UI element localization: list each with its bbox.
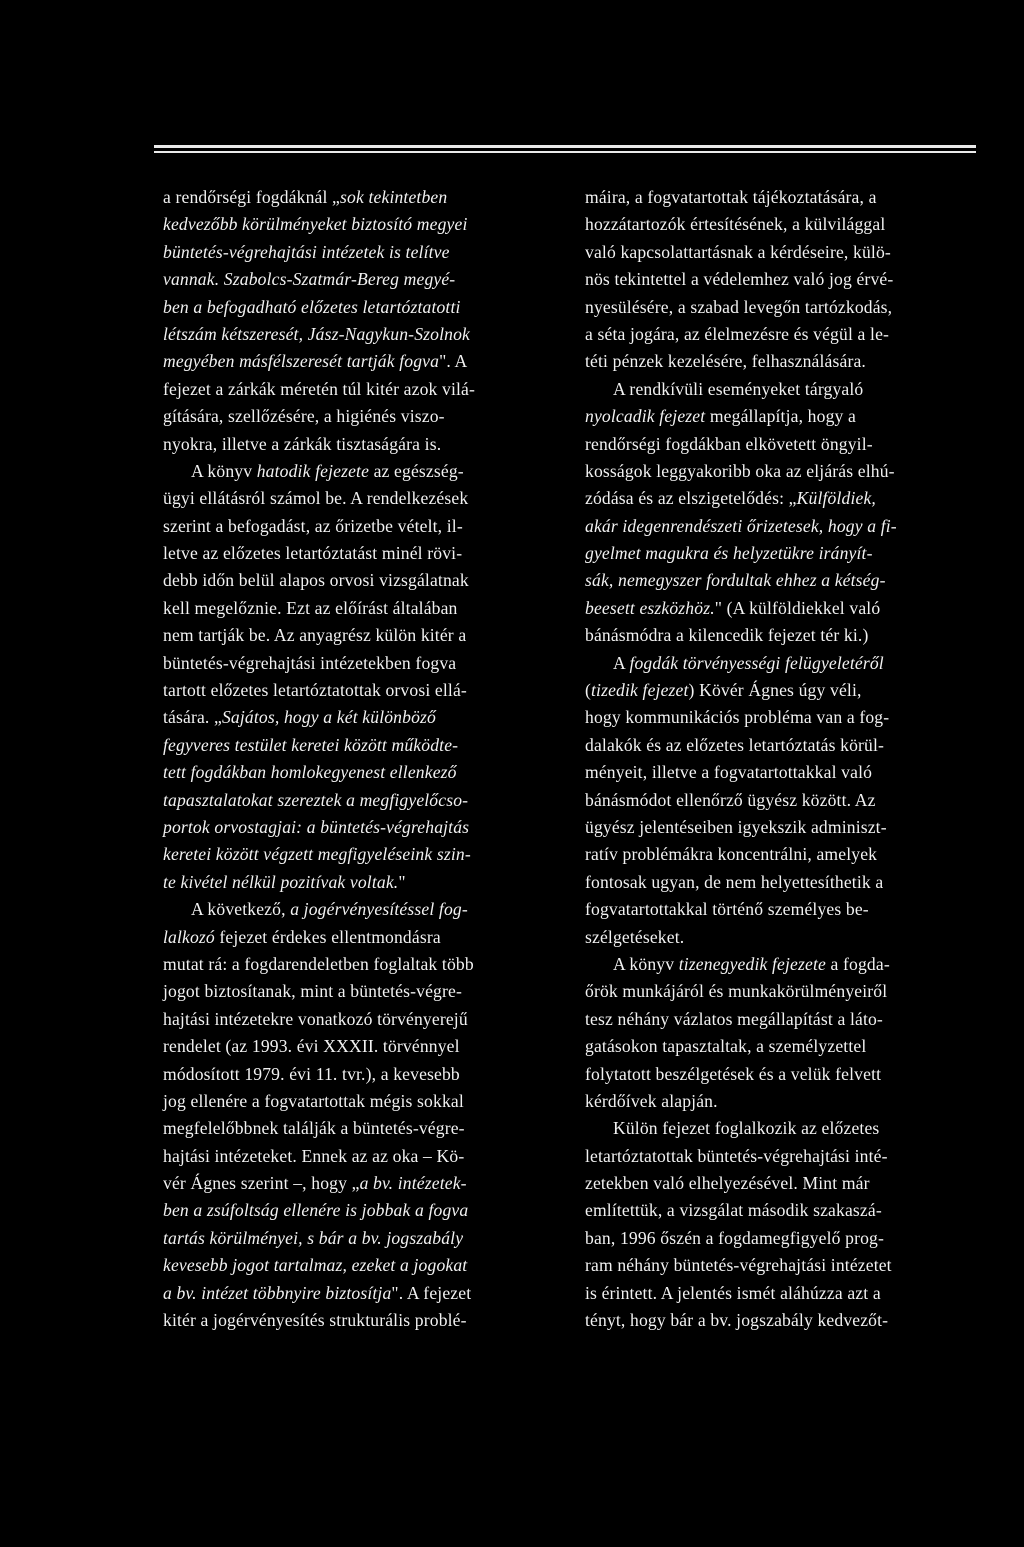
text-run: bánásmódot ellenőrző ügyész között. Az (585, 789, 876, 810)
text-run: büntetés-végrehajtási intézetekben fogva (163, 652, 457, 673)
text-run: hajtási intézetekre vonatkozó törvényerejű (163, 1008, 468, 1029)
italic-text: ben a zsúfoltság ellenére is jobbak a fogva (163, 1200, 469, 1221)
text-run: tesz néhány vázlatos megállapítást a láto- (585, 1008, 883, 1029)
text-line (585, 485, 979, 512)
text-line (585, 978, 979, 1005)
italic-text: tett fogdákban homlokegyenest ellenkező (163, 762, 457, 783)
text-line (163, 458, 549, 485)
text-run: jogot biztosítanak, mint a büntetés-végre- (163, 981, 462, 1002)
text-line (163, 924, 549, 951)
text-run: A könyv (613, 953, 679, 974)
text-line (585, 869, 979, 896)
text-line (163, 978, 549, 1005)
text-run: téti pénzek kezelésére, felhasználására. (585, 351, 866, 372)
text-line (163, 814, 549, 841)
text-line (585, 211, 979, 238)
italic-text: keretei között végzett megfigyeléseink szin- (163, 844, 471, 865)
italic-text: lalkozó (163, 926, 215, 947)
text-line (585, 595, 979, 622)
text-line (585, 567, 979, 594)
text-line (585, 896, 979, 923)
text-line (163, 184, 549, 211)
text-line (585, 650, 979, 677)
text-line (163, 1061, 549, 1088)
italic-text: büntetés-végrehajtási intézetek is telítve (163, 241, 450, 262)
text-run: hajtási intézeteket. Ennek az az oka – Kö- (163, 1145, 465, 1166)
text-line (585, 1143, 979, 1170)
italic-text: beesett eszközhöz. (585, 597, 715, 618)
text-line (585, 321, 979, 348)
text-line (585, 294, 979, 321)
text-run: rendőrségi fogdákban elkövetett öngyil- (585, 433, 873, 454)
text-run: ban, 1996 őszén a fogdamegfigyelő prog- (585, 1227, 884, 1248)
italic-text: hatodik fejezete (256, 460, 370, 481)
text-run: debb időn belül alapos orvosi vizsgálatnak (163, 570, 469, 591)
text-run: megfelelőbbnek találják a büntetés-végre- (163, 1118, 465, 1139)
italic-text: fogdák törvényességi felügyeletéről (629, 652, 884, 673)
text-run: máira, a fogvatartottak tájékoztatására, a (585, 187, 877, 207)
right-column (585, 184, 979, 1334)
text-line (163, 266, 549, 293)
text-run: kérdőívek alapján. (585, 1090, 718, 1111)
text-line (163, 1280, 549, 1307)
text-run: tására. „ (163, 707, 222, 728)
text-run: említettük, a vizsgálat második szakaszá- (585, 1200, 882, 1221)
text-line (585, 622, 979, 649)
text-run: kosságok leggyakoribb oka az eljárás elhú- (585, 460, 895, 481)
text-line (585, 814, 979, 841)
italic-text: portok orvostagjai: a büntetés-végrehajtás (163, 816, 470, 837)
text-run: ( (585, 680, 592, 701)
text-run: jog ellenére a fogvatartottak mégis sokkal (163, 1090, 464, 1111)
text-run: ügyész jelentéseiben igyekszik adminiszt- (585, 816, 887, 837)
text-run: " (398, 871, 406, 892)
text-line (585, 348, 979, 375)
text-run: A (613, 652, 630, 673)
text-run: fontosak ugyan, de nem helyettesíthetik a (585, 871, 884, 892)
italic-text: sok tekintetben (340, 187, 448, 207)
text-line (585, 403, 979, 430)
text-line (163, 321, 549, 348)
text-run: ram néhány büntetés-végrehajtási intézetet (585, 1255, 892, 1276)
text-run: zetekben való elhelyezésével. Mint már (585, 1173, 870, 1194)
text-line (163, 677, 549, 704)
text-run: kitér a jogérvényesítés strukturális problé- (163, 1310, 467, 1331)
text-run: nyokra, illetve a zárkák tisztaságára is. (163, 433, 442, 454)
text-line (585, 376, 979, 403)
italic-text: tartás körülményei, s bár a bv. jogszabály (163, 1227, 464, 1248)
text-line (585, 1088, 979, 1115)
text-run: fejezet a zárkák méretén túl kitér azok vilá- (163, 378, 476, 399)
text-run: gítására, szellőzésére, a higiénés viszo- (163, 406, 445, 427)
italic-text: nyolcadik fejezet (585, 406, 706, 427)
italic-text: akár idegenrendészeti őrizetesek, hogy a fi- (585, 515, 897, 536)
italic-text: ben a befogadható előzetes letartóztatotti (163, 296, 461, 317)
text-line (585, 431, 979, 458)
text-line (163, 431, 549, 458)
text-line (163, 759, 549, 786)
text-run: gatásokon tapasztaltak, a személyzettel (585, 1036, 867, 1057)
italic-text: kedvezőbb körülményeket biztosító megyei (163, 214, 468, 235)
text-run: ) Kövér Ágnes úgy véli, (688, 680, 862, 701)
text-run: kell megelőznie. Ezt az előírást általában (163, 597, 458, 618)
text-line (585, 1170, 979, 1197)
text-line (163, 1006, 549, 1033)
text-run: ratív problémákra koncentrálni, amelyek (585, 844, 878, 865)
text-line (585, 184, 979, 211)
text-line (585, 787, 979, 814)
text-line (163, 1115, 549, 1142)
text-run: mutat rá: a fogdarendeletben foglaltak több (163, 953, 474, 974)
text-run: dalakók és az előzetes letartóztatás körül- (585, 734, 885, 755)
text-run: ". A fejezet (391, 1282, 472, 1303)
text-run: A következő, (191, 899, 291, 920)
text-line (163, 841, 549, 868)
italic-text: Külföldiek, (796, 488, 876, 509)
text-line (585, 239, 979, 266)
top-rule-thin (154, 151, 976, 153)
text-line (585, 951, 979, 978)
text-line (585, 841, 979, 868)
italic-text: vannak. Szabolcs-Szatmár-Bereg megyé- (163, 269, 456, 290)
text-run: A könyv (191, 460, 257, 481)
text-line (163, 1307, 549, 1334)
text-line (585, 677, 979, 704)
text-run: őrök munkájáról és munkakörülményeiről (585, 981, 888, 1002)
text-line (585, 1197, 979, 1224)
text-line (163, 622, 549, 649)
text-run: az egészség- (369, 460, 464, 481)
text-run: tényt, hogy bár a bv. jogszabály kedvezőt- (585, 1310, 889, 1331)
text-line (163, 485, 549, 512)
text-line (163, 732, 549, 759)
text-line (163, 787, 549, 814)
italic-text: gyelmet magukra és helyzetükre irányít- (585, 543, 873, 564)
text-line (163, 1033, 549, 1060)
text-run: Külön fejezet foglalkozik az előzetes (613, 1118, 880, 1139)
italic-text: tapasztalatokat szereztek a megfigyelőcso- (163, 789, 469, 810)
text-run: folytatott beszélgetések és a velük felvett (585, 1063, 882, 1084)
text-line (163, 1143, 549, 1170)
text-run: vér Ágnes szerint –, hogy „ (163, 1173, 360, 1194)
text-line (585, 1115, 979, 1142)
text-run: hogy kommunikációs probléma van a fog- (585, 707, 890, 728)
text-line (163, 513, 549, 540)
text-line (585, 1006, 979, 1033)
text-line (585, 704, 979, 731)
text-line (163, 403, 549, 430)
text-line (163, 567, 549, 594)
text-line (163, 650, 549, 677)
text-run: nös tekintettel a védelemhez való jog érvé- (585, 269, 894, 290)
text-line (163, 294, 549, 321)
italic-text: sák, nemegyszer fordultak ehhez a kétség- (585, 570, 886, 591)
text-line (163, 1252, 549, 1279)
text-run: ". A (439, 351, 468, 372)
text-run: nem tartják be. Az anyagrész külön kitér a (163, 625, 467, 646)
text-line (585, 1280, 979, 1307)
text-run: zódása és az elszigetelődés: „ (585, 488, 797, 509)
text-line (585, 732, 979, 759)
text-run: " (A külföldiekkel való (714, 597, 881, 618)
text-line (163, 869, 549, 896)
text-run: megállapítja, hogy a (705, 406, 856, 427)
text-line (585, 1033, 979, 1060)
italic-text: a bv. intézetek- (359, 1173, 467, 1194)
text-line (163, 595, 549, 622)
italic-text: tizedik fejezet (591, 680, 689, 701)
text-run: tartott előzetes letartóztatottak orvosi ellá- (163, 680, 467, 701)
text-run: módosított 1979. évi 11. tvr.), a kevesebb (163, 1063, 460, 1084)
text-line (163, 239, 549, 266)
text-run: való kapcsolattartásnak a kérdéseire, külö- (585, 241, 891, 262)
italic-text: megyében másfélszeresét tartják fogva (163, 351, 440, 372)
text-line (163, 1170, 549, 1197)
text-run: fogvatartottakkal történő személyes be- (585, 899, 869, 920)
text-line (585, 1307, 979, 1334)
text-run: a fogda- (825, 953, 890, 974)
text-run: szerint a befogadást, az őrizetbe vételt, il- (163, 515, 463, 536)
italic-text: létszám kétszeresét, Jász-Nagykun-Szolnok (163, 323, 470, 344)
italic-text: te kivétel nélkül pozitívak voltak. (163, 871, 399, 892)
text-run: rendelet (az 1993. évi XXXII. törvénnyel (163, 1036, 460, 1057)
text-line (585, 540, 979, 567)
text-line (163, 1088, 549, 1115)
left-column (163, 184, 549, 1334)
text-line (585, 266, 979, 293)
text-run: bánásmódra a kilencedik fejezet tér ki.) (585, 625, 869, 646)
text-line (585, 924, 979, 951)
italic-text: a bv. intézet többnyire biztosítja (163, 1282, 392, 1303)
text-line (163, 211, 549, 238)
text-run: is érintett. A jelentés ismét aláhúzza azt a (585, 1282, 881, 1303)
text-run: A rendkívüli eseményeket tárgyaló (613, 378, 864, 399)
italic-text: fegyveres testület keretei között működte- (163, 734, 459, 755)
text-line (585, 458, 979, 485)
text-run: ügyi ellátásról számol be. A rendelkezések (163, 488, 469, 509)
text-line (163, 1197, 549, 1224)
text-run: hozzátartozók értesítésének, a külvilággal (585, 214, 886, 235)
italic-text: Sajátos, hogy a két különböző (221, 707, 436, 728)
text-run: a rendőrségi fogdáknál „ (163, 187, 341, 207)
text-line (585, 1225, 979, 1252)
text-line (585, 759, 979, 786)
text-line (163, 896, 549, 923)
text-line (163, 376, 549, 403)
text-line (163, 951, 549, 978)
text-run: fejezet érdekes ellentmondásra (214, 926, 441, 947)
text-run: letartóztatottak büntetés-végrehajtási inté- (585, 1145, 888, 1166)
text-run: a séta jogára, az élelmezésre és végül a le- (585, 323, 890, 344)
italic-text: a jogérvényesítéssel fog- (290, 899, 468, 920)
text-run: ményeit, illetve a fogvatartottakkal való (585, 762, 873, 783)
text-line (163, 348, 549, 375)
text-line (585, 1061, 979, 1088)
text-line (163, 1225, 549, 1252)
text-line (163, 704, 549, 731)
italic-text: kevesebb jogot tartalmaz, ezeket a jogokat (163, 1255, 468, 1276)
text-line (585, 1252, 979, 1279)
italic-text: tizenegyedik fejezete (678, 953, 826, 974)
text-run: nyesülésére, a szabad levegőn tartózkodás, (585, 296, 893, 317)
text-line (163, 540, 549, 567)
text-line (585, 513, 979, 540)
top-rule (154, 145, 976, 148)
text-run: szélgetéseket. (585, 926, 685, 947)
text-run: letve az előzetes letartóztatást minél rövi- (163, 543, 463, 564)
